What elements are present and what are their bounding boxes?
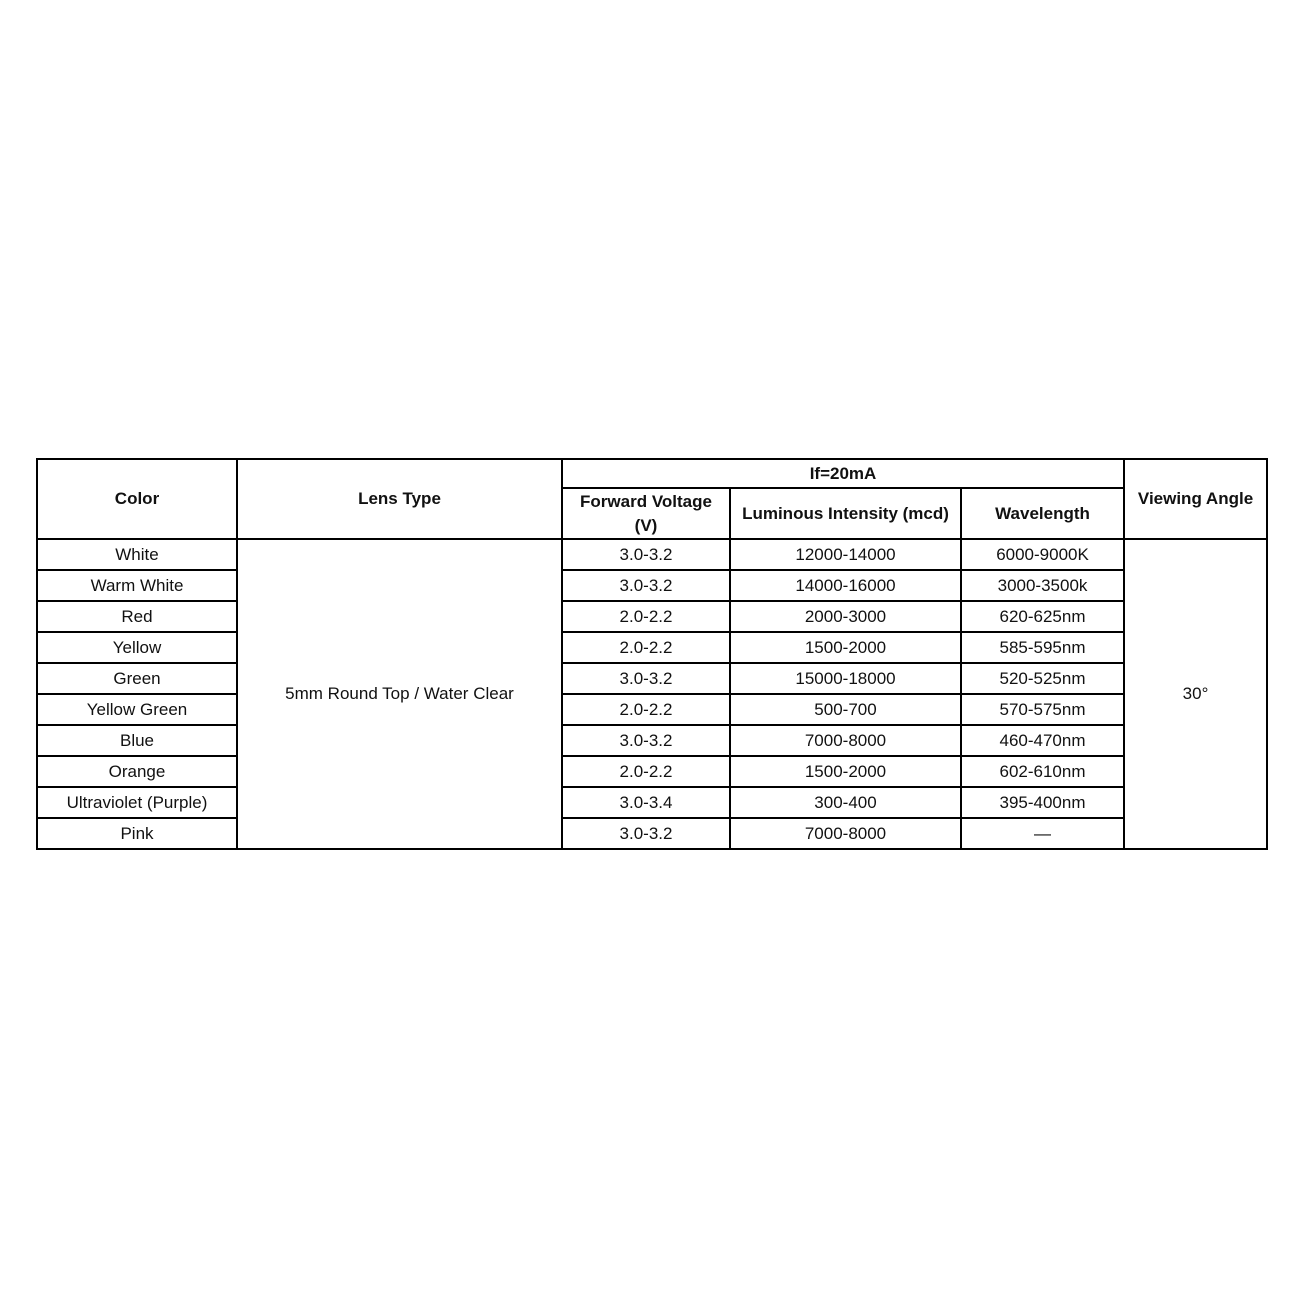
cell-color: White <box>37 539 237 570</box>
table-row <box>37 663 1267 694</box>
cell-voltage: 2.0-2.2 <box>562 756 730 787</box>
table-row <box>37 725 1267 756</box>
table-row <box>37 756 1267 787</box>
cell-wavelength: — <box>961 818 1124 849</box>
cell-voltage: 3.0-3.2 <box>562 663 730 694</box>
cell-color: Yellow <box>37 632 237 663</box>
header-forward-voltage: Forward Voltage (V) <box>562 488 730 539</box>
cell-wavelength: 570-575nm <box>961 694 1124 725</box>
header-viewing-angle: Viewing Angle <box>1124 459 1267 539</box>
cell-intensity: 500-700 <box>730 694 961 725</box>
cell-voltage: 2.0-2.2 <box>562 632 730 663</box>
table-row <box>37 632 1267 663</box>
cell-color: Red <box>37 601 237 632</box>
cell-intensity: 1500-2000 <box>730 632 961 663</box>
header-luminous-intensity: Luminous Intensity (mcd) <box>730 488 961 539</box>
cell-color: Ultraviolet (Purple) <box>37 787 237 818</box>
table-row <box>37 570 1267 601</box>
cell-voltage: 3.0-3.2 <box>562 725 730 756</box>
table-row <box>37 601 1267 632</box>
led-spec-table <box>36 458 1268 850</box>
cell-wavelength: 602-610nm <box>961 756 1124 787</box>
cell-color: Orange <box>37 756 237 787</box>
cell-intensity: 14000-16000 <box>730 570 961 601</box>
cell-color: Pink <box>37 818 237 849</box>
cell-lens-type: 5mm Round Top / Water Clear <box>237 539 562 849</box>
table-row <box>37 787 1267 818</box>
cell-wavelength: 460-470nm <box>961 725 1124 756</box>
cell-wavelength: 3000-3500k <box>961 570 1124 601</box>
cell-wavelength: 520-525nm <box>961 663 1124 694</box>
cell-intensity: 1500-2000 <box>730 756 961 787</box>
cell-voltage: 2.0-2.2 <box>562 694 730 725</box>
header-lens-type: Lens Type <box>237 459 562 539</box>
cell-intensity: 15000-18000 <box>730 663 961 694</box>
cell-intensity: 300-400 <box>730 787 961 818</box>
cell-voltage: 3.0-3.2 <box>562 818 730 849</box>
cell-color: Warm White <box>37 570 237 601</box>
table-row <box>37 539 1267 570</box>
cell-color: Green <box>37 663 237 694</box>
cell-color: Blue <box>37 725 237 756</box>
cell-voltage: 2.0-2.2 <box>562 601 730 632</box>
cell-intensity: 7000-8000 <box>730 725 961 756</box>
table-row <box>37 694 1267 725</box>
cell-wavelength: 585-595nm <box>961 632 1124 663</box>
cell-voltage: 3.0-3.2 <box>562 570 730 601</box>
header-test-condition: If=20mA <box>562 459 1124 488</box>
cell-intensity: 2000-3000 <box>730 601 961 632</box>
cell-wavelength: 6000-9000K <box>961 539 1124 570</box>
header-color: Color <box>37 459 237 539</box>
cell-voltage: 3.0-3.4 <box>562 787 730 818</box>
table-row <box>37 818 1267 849</box>
header-wavelength: Wavelength <box>961 488 1124 539</box>
cell-voltage: 3.0-3.2 <box>562 539 730 570</box>
cell-wavelength: 620-625nm <box>961 601 1124 632</box>
cell-wavelength: 395-400nm <box>961 787 1124 818</box>
cell-intensity: 7000-8000 <box>730 818 961 849</box>
cell-color: Yellow Green <box>37 694 237 725</box>
cell-intensity: 12000-14000 <box>730 539 961 570</box>
cell-viewing-angle: 30° <box>1124 539 1267 849</box>
